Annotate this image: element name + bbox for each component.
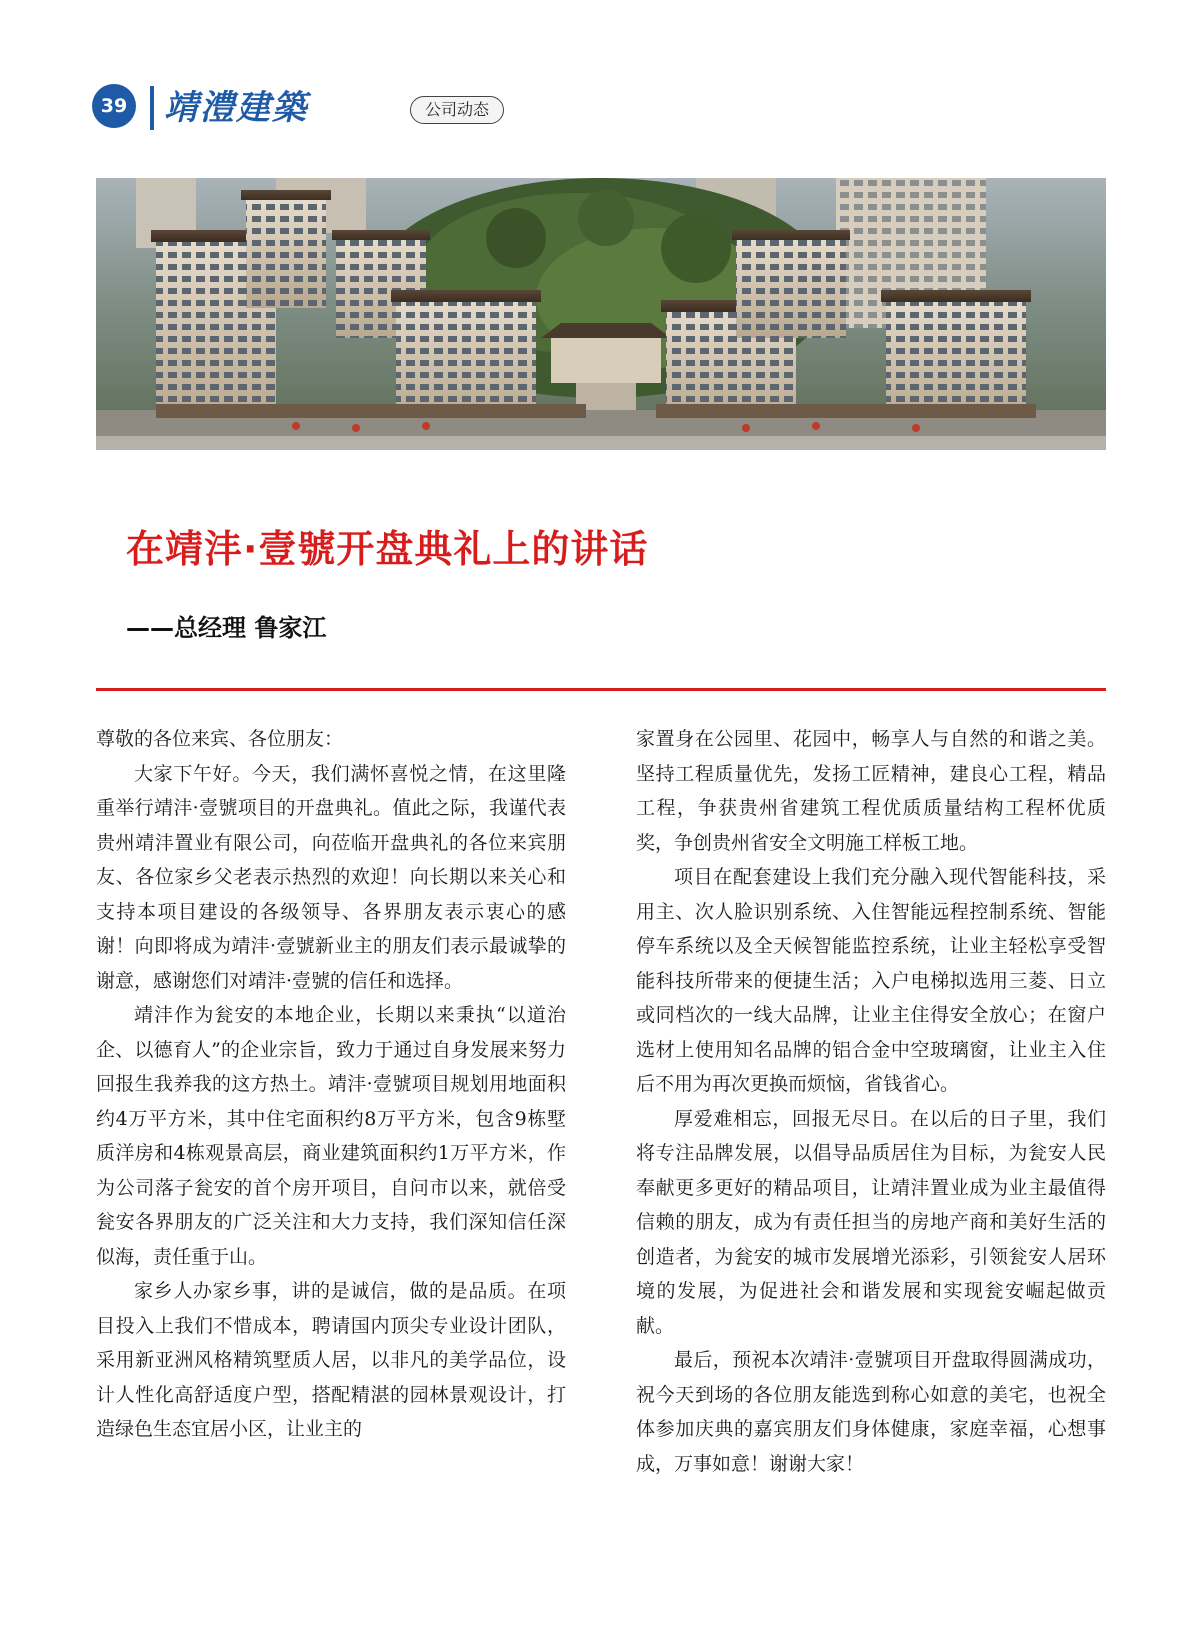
paragraph-salutation: 尊敬的各位来宾、各位朋友：	[96, 728, 344, 750]
paragraph-continued: 家置身在公园里、花园中，畅享人与自然的和谐之美。坚持工程质量优先，发扬工匠精神，建良心工程，精品工程，争获贵州省建筑工程优质质量结构工程杯优质奖，争创贵州省安全文明施工样板工地。	[636, 728, 1106, 854]
paragraph: 项目在配套建设上我们充分融入现代智能科技，采用主、次人脸识别系统、入住智能远程控制系统、智能停车系统以及全天候智能监控系统，让业主轻松享受智能科技所带来的便捷生活；入户电梯拟选用三菱、日立或同档次的一线大品牌，让业主住得安全放心；在窗户选材上使用知名品牌的铝合金中空玻璃窗，让业主入住后不用为再次更换而烦恼，省钱省心。	[636, 866, 1106, 1095]
article-column-left	[96, 722, 566, 1447]
title-rule	[96, 688, 1106, 691]
hero-image	[96, 178, 1106, 450]
paragraph: 靖沣作为瓮安的本地企业，长期以来秉执“以道治企、以德育人”的企业宗旨，致力于通过自身发展来努力回报生我养我的这方热土。靖沣·壹號项目规划用地面积约4万平方米，其中住宅面积约8万平方米，包含9栋墅质洋房和4栋观景高层，商业建筑面积约1万平方米，作为公司落子瓮安的首个房开项目，自问市以来，就倍受瓮安各界朋友的广泛关注和大力支持，我们深知信任深似海，责任重于山。	[96, 1004, 566, 1268]
magazine-logo: 靖澧建築	[164, 88, 308, 128]
article-column-right	[636, 722, 1106, 1481]
page-header	[92, 84, 492, 128]
residential-complex-rendering-icon	[96, 178, 1106, 450]
page-number-badge: 39	[92, 84, 136, 128]
paragraph: 最后，预祝本次靖沣·壹號项目开盘取得圆满成功，祝今天到场的各位朋友能选到称心如意的美宅，也祝全体参加庆典的嘉宾朋友们身体健康，家庭幸福，心想事成，万事如意！谢谢大家！	[636, 1349, 1106, 1475]
paragraph: 厚爱难相忘，回报无尽日。在以后的日子里，我们将专注品牌发展，以倡导品质居住为目标，为瓮安人民奉献更多更好的精品项目，让靖沣置业成为业主最值得信赖的朋友，成为有责任担当的房地产商和美好生活的创造者，为瓮安的城市发展增光添彩，引领瓮安人居环境的发展，为促进社会和谐发展和实现瓮安崛起做贡献。	[636, 1107, 1106, 1337]
article-byline: ——总经理 鲁家江	[126, 614, 327, 642]
paragraph: 大家下午好。今天，我们满怀喜悦之情，在这里隆重举行靖沣·壹號项目的开盘典礼。值此之际，我谨代表贵州靖沣置业有限公司，向莅临开盘典礼的各位来宾朋友、各位家乡父老表示热烈的欢迎！向长期以来关心和支持本项目建设的各级领导、各界朋友表示衷心的感谢！向即将成为靖沣·壹號新业主的朋友们表示最诚挚的谢意，感谢您们对靖沣·壹號的信任和选择。	[96, 762, 566, 992]
paragraph: 家乡人办家乡事，讲的是诚信，做的是品质。在项目投入上我们不惜成本，聘请国内顶尖专业设计团队，采用新亚洲风格精筑墅质人居，以非凡的美学品位，设计人性化高舒适度户型，搭配精湛的园林景观设计，打造绿色生态宜居小区，让业主的	[96, 1280, 566, 1440]
article-title: 在靖沣·壹號开盘典礼上的讲话	[126, 527, 649, 571]
section-tag: 公司动态	[410, 96, 504, 124]
header-divider	[150, 86, 154, 130]
